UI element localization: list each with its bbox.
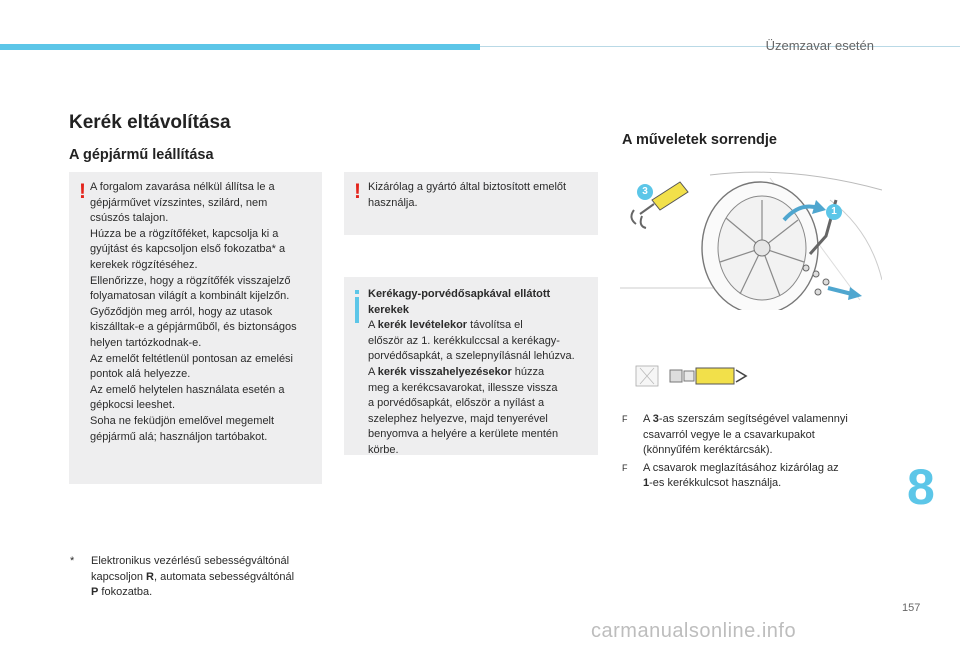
- warning-line: kiszálltak-e a gépjárműből, és biztonságos: [90, 321, 297, 334]
- header-accent-bar: [0, 44, 480, 50]
- page-title: Kerék eltávolítása: [69, 112, 231, 133]
- callout-badge-3: 3: [637, 184, 653, 200]
- procedure-steps: [622, 412, 877, 494]
- warning-line: gépkocsi leeshet.: [90, 399, 175, 412]
- warning-line: gépjárművet vízszintes, szilárd, nem: [90, 196, 268, 209]
- warning-box-jack: [344, 172, 598, 235]
- info-box-hub-cap: [344, 277, 598, 455]
- bolt-out-arrow: [828, 288, 852, 294]
- section-title-procedure: A műveletek sorrendje: [622, 132, 777, 148]
- tool-fork: [631, 204, 654, 228]
- warning-box-parking: [69, 172, 322, 484]
- warning-text: [368, 180, 598, 211]
- tool-3-illustration: [624, 178, 696, 236]
- warning-line: Húzza be a rögzítőféket, kapcsolja ki a: [90, 227, 279, 240]
- warning-line: kerekek rögzítéséhez.: [90, 258, 198, 271]
- warning-line: Ellenőrizze, hogy a rögzítőfék visszajelző: [90, 274, 291, 287]
- warning-line: folyamatosan világít a kombinált kijelzőn.: [90, 290, 290, 303]
- warning-text: [90, 180, 322, 445]
- callout-badge-1: 1: [826, 204, 842, 220]
- tool-3-handle: [696, 368, 734, 384]
- warning-line: gépjármű alá; használjon tartóbakot.: [90, 430, 268, 443]
- warning-icon: !: [354, 180, 361, 203]
- info-icon: [355, 297, 359, 323]
- watermark: carmanualsonline.info: [591, 620, 797, 642]
- warning-line: Az emelő helytelen használata esetén a: [90, 383, 285, 396]
- warning-line: Az emelőt feltétlenül pontosan az emelési: [90, 352, 294, 365]
- warning-line: helyen tartózkodnak-e.: [90, 336, 202, 349]
- section-title-vehicle-stop: A gépjármű leállítása: [69, 147, 214, 163]
- warning-line: gyújtást és kapcsoljon első fokozatba* a: [90, 243, 286, 256]
- info-title: Kerékagy-porvédősapkával ellátott kerekek: [368, 288, 551, 316]
- warning-line: Soha ne feküdjön emelővel megemelt: [90, 414, 275, 427]
- warning-line: A forgalom zavarása nélkül állítsa le a: [90, 181, 275, 193]
- procedure-step: F A 3-as szerszám segítségével valamennyi csavarról vegye le a csavarkupakot (könnyűfém keréktárcsák).: [622, 413, 848, 457]
- chapter-number: 8: [907, 459, 935, 515]
- tool-handle: [652, 182, 688, 210]
- page-number: 157: [902, 602, 921, 614]
- procedure-step: F A csavarok meglazításához kizárólag az 1-es kerékkulcsot használja.: [622, 461, 839, 490]
- chapter-header-title: Üzemzavar esetén: [765, 38, 874, 53]
- direction-arrow: [736, 370, 746, 382]
- bolt-cap-tool-illustration: [634, 358, 754, 394]
- info-text: A kerék levételekor távolítsa el először az 1. kerékkulccsal a kerékagy- porvédősapkát, a szelepnyílásnál lehúzva. A kerék visszahelyezésekor húzza meg a kerékcsavarokat, illessze vissza a porvédősapkát, először a nyílást a szelephez helyezve, majd tenyerével benyomva a helyére a kerülete mentén körbe.: [368, 319, 575, 456]
- header-rule: [480, 46, 960, 47]
- warning-line: Győződjön meg arról, hogy az utasok: [90, 305, 273, 318]
- warning-line: használja.: [368, 196, 418, 209]
- hub: [754, 240, 770, 256]
- warning-line: csúszós talajon.: [90, 212, 169, 225]
- warning-icon: !: [79, 180, 86, 203]
- warning-line: Kizárólag a gyártó által biztosított emelőt: [368, 181, 567, 193]
- warning-line: pontok alá helyezze.: [90, 368, 191, 381]
